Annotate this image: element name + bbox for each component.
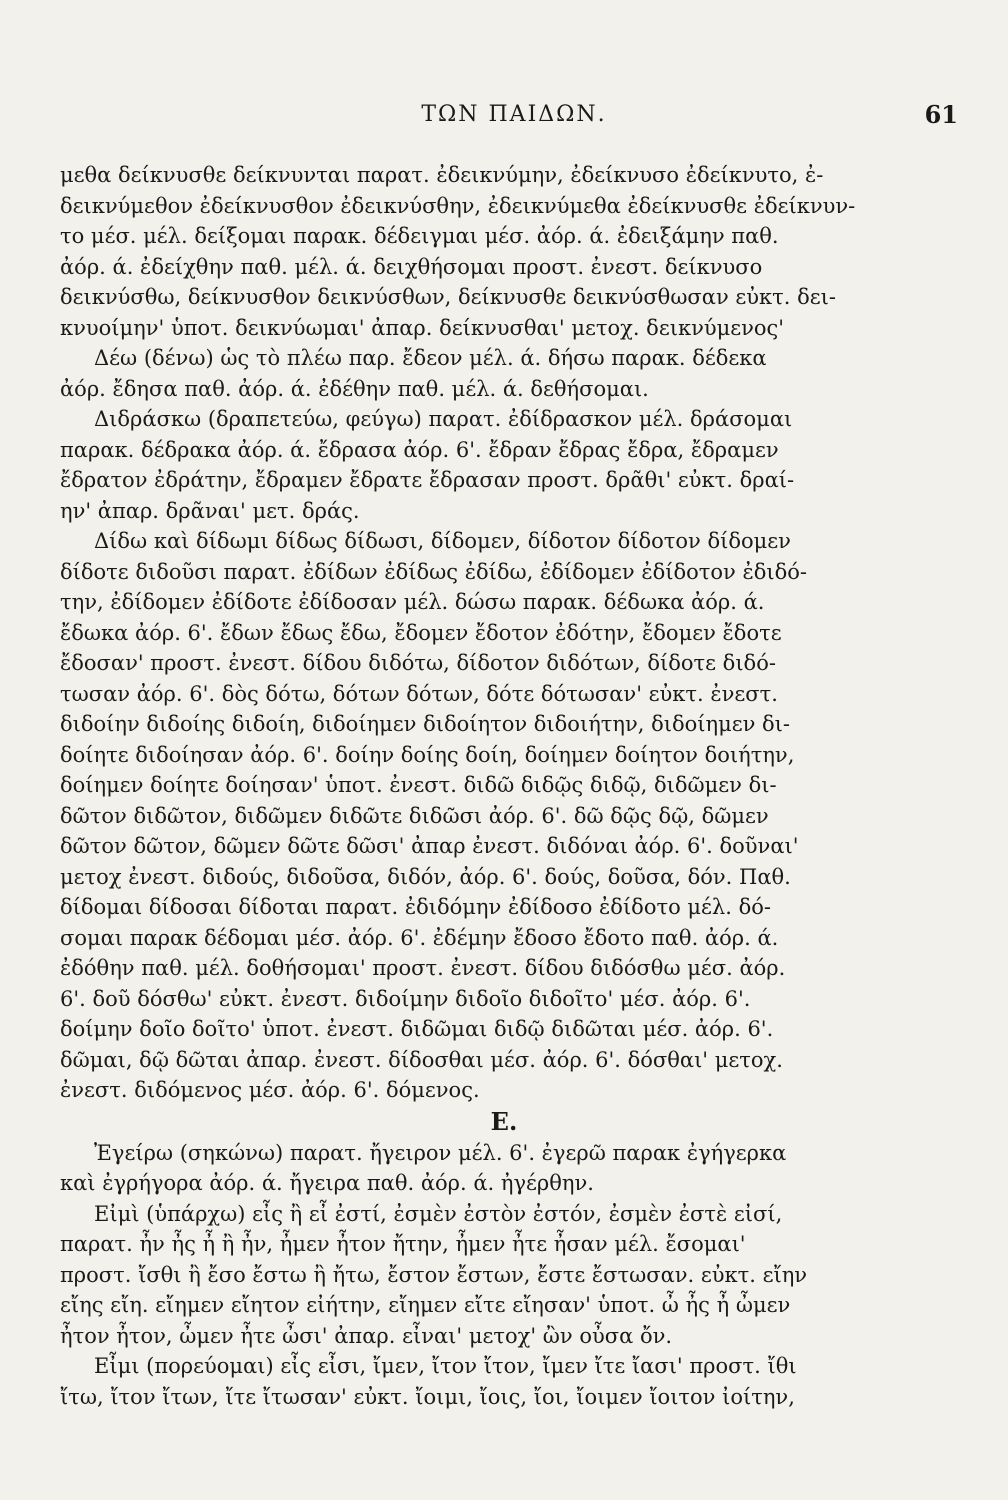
text-line: ἐνεστ. διδόμενος μέσ. ἀόρ. 6'. δόμενος. — [60, 1078, 480, 1102]
body-text — [60, 160, 948, 1412]
text-line: ἦτον ἦτον, ὦμεν ἦτε ὦσι' ἀπαρ. εἶναι' μετοχ' ὢν οὖσα ὄν. — [60, 1323, 673, 1348]
text-line: ἴτω, ἴτον ἴτων, ἴτε ἴτωσαν' εὐκτ. ἴοιμι, ἴοις, ἴοι, ἴοιμεν ἴοιτον ἰοίτην, — [60, 1384, 795, 1409]
text-line: το μέσ. μέλ. δείξομαι παρακ. δέδειγμαι μέσ. ἀόρ. ά. ἐδειξάμην παθ. — [60, 224, 779, 248]
text-line: ἐδόθην παθ. μέλ. δοθήσομαι' προστ. ἐνεστ. δίδου διδόσθω μέσ. ἀόρ. — [60, 956, 786, 980]
text-line: δοίητε διδοίησαν ἀόρ. 6'. δοίην δοίης δοίη, δοίημεν δοίητον δοιήτην, — [60, 742, 795, 767]
text-line: δῶτον διδῶτον, διδῶμεν διδῶτε διδῶσι ἀόρ. 6'. δῶ δῷς δῷ, δῶμεν — [60, 803, 769, 828]
text-line: ἔδωκα ἀόρ. 6'. ἔδων ἔδως ἔδω, ἔδομεν ἔδοτον ἐδότην, ἔδομεν ἔδοτε — [60, 620, 782, 645]
text-line: 6'. δοῦ δόσθω' εὐκτ. ἐνεστ. διδοίμην διδοῖο διδοῖτο' μέσ. ἀόρ. 6'. — [60, 986, 751, 1011]
text-line: δεικνύμεθον ἐδείκνυσθον ἐδεικνύσθην, ἐδεικνύμεθα ἐδείκνυσθε ἐδείκνυν- — [60, 193, 856, 218]
text-line: δοίμην δοῖο δοῖτο' ὑποτ. ἐνεστ. διδῶμαι διδῷ διδῶται μέσ. ἀόρ. 6'. — [60, 1017, 774, 1041]
text-line: εἴης εἴη. εἴημεν εἴητον εἰήτην, εἴημεν εἴτε εἴησαν' ὑποτ. ὦ ἦς ἦ ὦμεν — [60, 1293, 791, 1317]
text-line: προστ. ἴσθι ἢ ἔσο ἔστω ἢ ἤτω, ἔστον ἔστων, ἔστε ἔστωσαν. εὐκτ. εἴην — [60, 1262, 808, 1287]
text-line: μεθα δείκνυσθε δείκνυνται παρατ. ἐδεικνύμην, ἐδείκνυσο ἐδείκνυτο, ἐ- — [60, 163, 824, 187]
text-line: ἔδοσαν' προστ. ἐνεστ. δίδου διδότω, δίδοτον διδότων, δίδοτε διδό- — [60, 651, 776, 675]
entry-line: Δέω (δένω) ὡς τὸ πλέω παρ. ἔδεον μέλ. ά. δήσω παρακ. δέδεκα — [94, 346, 767, 370]
running-title: ΤΩΝ ΠΑΙΔΩΝ. — [421, 102, 607, 127]
entry-line: Εἶμι (πορεύομαι) εἶς εἶσι, ἴμεν, ἴτον ἴτον, ἴμεν ἴτε ἴασι' προστ. ἴθι — [94, 1354, 797, 1378]
text-line: σομαι παρακ δέδομαι μέσ. ἀόρ. 6'. ἐδέμην ἔδοσο ἔδοτο παθ. ἀόρ. ά. — [60, 925, 779, 950]
text-line: παρατ. ἦν ἦς ἦ ἢ ἦν, ἦμεν ἦτον ἤτην, ἦμεν ἦτε ἦσαν μέλ. ἔσομαι' — [60, 1232, 746, 1256]
text-line: ἀόρ. ἔδησα παθ. ἀόρ. ά. ἐδέθην παθ. μέλ. ά. δεθήσομαι. — [60, 376, 649, 401]
entry-line: Δίδω καὶ δίδωμι δίδως δίδωσι, δίδομεν, δίδοτον δίδοτον δίδομεν — [94, 529, 791, 553]
text-line: μετοχ ἐνεστ. διδούς, διδοῦσα, διδόν, ἀόρ. 6'. δούς, δοῦσα, δόν. Παθ. — [60, 864, 791, 889]
page-number: 61 — [924, 100, 958, 129]
text-line: την, ἐδίδομεν ἐδίδοτε ἐδίδοσαν μέλ. δώσω παρακ. δέδωκα ἀόρ. ά. — [60, 590, 765, 614]
entry-line: Εἰμὶ (ὑπάρχω) εἶς ἢ εἶ ἐστί, ἐσμὲν ἐστὸν ἐστόν, ἐσμὲν ἐστὲ εἰσί, — [94, 1201, 783, 1226]
entry-line: Διδράσκω (δραπετεύω, φεύγω) παρατ. ἐδίδρασκον μέλ. δράσομαι — [94, 407, 793, 431]
text-line: τωσαν ἀόρ. 6'. δὸς δότω, δότων δότων, δότε δότωσαν' εὐκτ. ἐνεστ. — [60, 681, 778, 706]
text-line: ἔδρατον ἐδράτην, ἔδραμεν ἔδρατε ἔδρασαν προστ. δρᾶθι' εὐκτ. δραί- — [60, 468, 795, 492]
text-line: δίδοτε διδοῦσι παρατ. ἐδίδων ἐδίδως ἐδίδω, ἐδίδομεν ἐδίδοτον ἐδιδό- — [60, 559, 808, 584]
page-header — [60, 98, 968, 138]
text-line: καὶ ἐγρήγορα ἀόρ. ά. ἤγειρα παθ. ἀόρ. ά. ἠγέρθην. — [60, 1171, 594, 1195]
text-line: παρακ. δέδρακα ἀόρ. ά. ἔδρασα ἀόρ. 6'. ἔδραν ἔδρας ἔδρα, ἔδραμεν — [60, 437, 779, 462]
text-line: ἀόρ. ά. ἐδείχθην παθ. μέλ. ά. δειχθήσομαι προστ. ἐνεστ. δείκνυσο — [60, 254, 763, 279]
text-line: δίδομαι δίδοσαι δίδοται παρατ. ἐδιδόμην ἐδίδοσο ἐδίδοτο μέλ. δό- — [60, 895, 771, 919]
entry-line: Ἐγείρω (σηκώνω) παρατ. ἤγειρον μέλ. 6'. ἐγερῶ παρακ ἐγήγερκα — [94, 1140, 787, 1165]
text-line: κνυοίμην' ὑποτ. δεικνύωμαι' ἀπαρ. δείκνυσθαι' μετοχ. δεικνύμενος' — [60, 315, 785, 340]
text-line: δῶτον δῶτον, δῶμεν δῶτε δῶσι' ἀπαρ ἐνεστ. διδόναι ἀόρ. 6'. δοῦναι' — [60, 834, 799, 858]
text-line: ην' ἀπαρ. δρᾶναι' μετ. δράς. — [60, 498, 360, 523]
text-line: δῶμαι, δῷ δῶται ἀπαρ. ἐνεστ. δίδοσθαι μέσ. ἀόρ. 6'. δόσθαι' μετοχ. — [60, 1047, 783, 1072]
text-line: δοίημεν δοίητε δοίησαν' ὑποτ. ἐνεστ. διδῶ διδῷς διδῷ, διδῶμεν δι- — [60, 773, 777, 797]
section-heading: Ε. — [490, 1106, 518, 1136]
text-line: δεικνύσθω, δείκνυσθον δεικνύσθων, δείκνυσθε δεικνύσθωσαν εὐκτ. δει- — [60, 285, 836, 309]
text-line: διδοίην διδοίης διδοίη, διδοίημεν διδοίητον διδοιήτην, διδοίημεν δι- — [60, 712, 791, 736]
